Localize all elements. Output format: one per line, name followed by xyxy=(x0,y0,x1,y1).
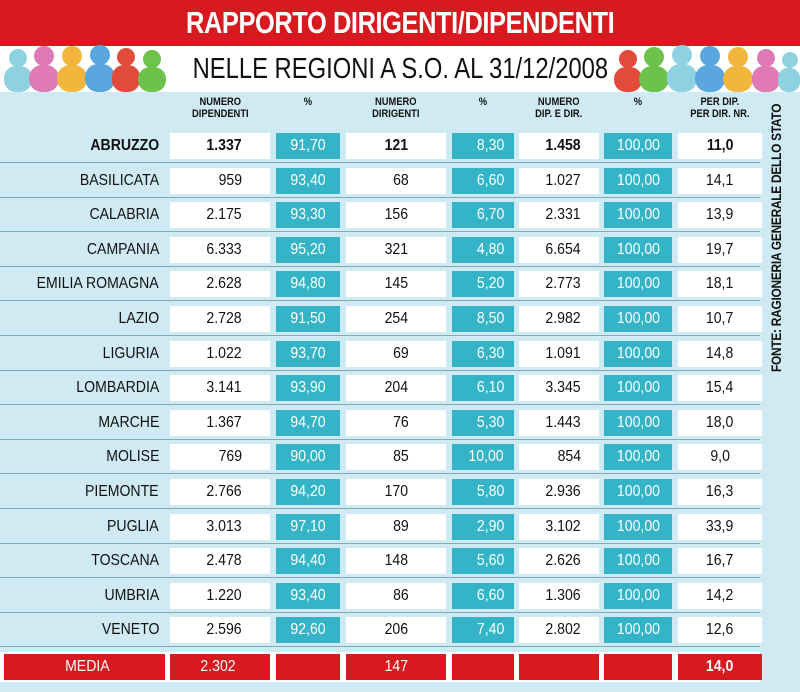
cell-dipendenti: 2.175 xyxy=(170,202,270,228)
cell-totale: 2.773 xyxy=(519,271,599,297)
table-row xyxy=(0,617,760,643)
cell-pct-totale: 100,00 xyxy=(604,168,672,194)
cell-dirigenti: 86 xyxy=(346,583,446,609)
cell-region: LAZIO xyxy=(118,310,159,327)
cell-region: PIEMONTE xyxy=(85,483,159,500)
cell-totale: 3.102 xyxy=(519,514,599,540)
cell-pct-totale: 100,00 xyxy=(604,444,672,470)
row-divider xyxy=(0,577,760,578)
cell-dirigenti: 254 xyxy=(346,306,446,332)
media-pct-totale xyxy=(604,654,672,680)
media-dirigenti: 147 xyxy=(346,654,446,680)
page-title: RAPPORTO DIRIGENTI/DIPENDENTI xyxy=(185,5,615,40)
table-row xyxy=(0,202,760,228)
cell-pct-dipendenti: 93,90 xyxy=(276,375,340,401)
cell-rapporto: 18,0 xyxy=(678,410,762,436)
cell-region: UMBRIA xyxy=(104,587,159,604)
row-divider xyxy=(0,646,760,647)
cell-dipendenti: 1.367 xyxy=(170,410,270,436)
cell-dipendenti: 2.728 xyxy=(170,306,270,332)
cell-pct-totale: 100,00 xyxy=(604,202,672,228)
cell-dirigenti: 148 xyxy=(346,548,446,574)
cell-pct-dipendenti: 93,40 xyxy=(276,168,340,194)
header-dirigenti: NUMERO DIRIGENTI xyxy=(372,96,420,120)
cell-rapporto: 16,7 xyxy=(678,548,762,574)
cell-pct-dirigenti: 5,80 xyxy=(452,479,514,505)
cell-rapporto: 14,8 xyxy=(678,341,762,367)
cell-pct-dipendenti: 93,40 xyxy=(276,583,340,609)
cell-rapporto: 18,1 xyxy=(678,271,762,297)
row-divider xyxy=(0,335,760,336)
cell-pct-dirigenti: 6,70 xyxy=(452,202,514,228)
cell-totale: 2.331 xyxy=(519,202,599,228)
cell-pct-dipendenti: 92,60 xyxy=(276,617,340,643)
source-note: FONTE: RAGIONERIA GENERALE DELLO STATO xyxy=(768,103,784,372)
cell-region: PUGLIA xyxy=(107,518,159,535)
cell-dirigenti: 121 xyxy=(346,133,446,159)
cell-pct-dipendenti: 94,20 xyxy=(276,479,340,505)
cell-pct-dipendenti: 94,70 xyxy=(276,410,340,436)
header-pct-dipendenti: % xyxy=(303,96,313,108)
header-pct-totale: % xyxy=(633,96,643,108)
table-row xyxy=(0,410,760,436)
table-row xyxy=(0,444,760,470)
cell-dirigenti: 170 xyxy=(346,479,446,505)
subtitle-text: NELLE REGIONI A S.O. AL 31/12/2008 xyxy=(192,52,608,85)
row-divider xyxy=(0,439,760,440)
cell-dipendenti: 959 xyxy=(170,168,270,194)
cell-dirigenti: 68 xyxy=(346,168,446,194)
cell-dipendenti: 1.337 xyxy=(170,133,270,159)
media-label: MEDIA xyxy=(4,654,165,680)
cell-totale: 854 xyxy=(519,444,599,470)
table-row xyxy=(0,271,760,297)
cell-pct-dirigenti: 10,00 xyxy=(452,444,514,470)
table-row xyxy=(0,341,760,367)
cell-region: MOLISE xyxy=(105,448,159,465)
cell-pct-dirigenti: 6,10 xyxy=(452,375,514,401)
table-row xyxy=(0,237,760,263)
cell-pct-totale: 100,00 xyxy=(604,306,672,332)
cell-pct-totale: 100,00 xyxy=(604,133,672,159)
media-totale xyxy=(519,654,599,680)
cell-totale: 2.982 xyxy=(519,306,599,332)
cell-totale: 1.091 xyxy=(519,341,599,367)
media-pct-dipendenti xyxy=(276,654,340,680)
table-row xyxy=(0,133,760,159)
cell-rapporto: 13,9 xyxy=(678,202,762,228)
cell-rapporto: 19,7 xyxy=(678,237,762,263)
cell-pct-dirigenti: 6,60 xyxy=(452,583,514,609)
cell-pct-dipendenti: 94,40 xyxy=(276,548,340,574)
cell-dirigenti: 85 xyxy=(346,444,446,470)
table-header xyxy=(0,96,800,134)
row-divider xyxy=(0,404,760,405)
cell-rapporto: 15,4 xyxy=(678,375,762,401)
cell-pct-dirigenti: 5,30 xyxy=(452,410,514,436)
cell-pct-dirigenti: 4,80 xyxy=(452,237,514,263)
cell-dipendenti: 1.022 xyxy=(170,341,270,367)
row-divider xyxy=(0,266,760,267)
cell-pct-totale: 100,00 xyxy=(604,583,672,609)
cell-rapporto: 10,7 xyxy=(678,306,762,332)
media-rapporto: 14,0 xyxy=(678,654,762,680)
cell-region: EMILIA ROMAGNA xyxy=(36,275,159,292)
header-pct-dirigenti: % xyxy=(478,96,488,108)
cell-rapporto: 14,1 xyxy=(678,168,762,194)
cell-rapporto: 9,0 xyxy=(678,444,762,470)
cell-pct-totale: 100,00 xyxy=(604,410,672,436)
cell-rapporto: 16,3 xyxy=(678,479,762,505)
cell-pct-totale: 100,00 xyxy=(604,375,672,401)
cell-pct-dipendenti: 91,70 xyxy=(276,133,340,159)
media-dipendenti: 2.302 xyxy=(170,654,270,680)
cell-rapporto: 12,6 xyxy=(678,617,762,643)
cell-dirigenti: 145 xyxy=(346,271,446,297)
cell-region: BASILICATA xyxy=(79,172,159,189)
row-divider xyxy=(0,473,760,474)
row-divider xyxy=(0,370,760,371)
row-divider xyxy=(0,300,760,301)
cell-region: VENETO xyxy=(101,621,159,638)
cell-pct-totale: 100,00 xyxy=(604,237,672,263)
table-row xyxy=(0,168,760,194)
cell-totale: 1.443 xyxy=(519,410,599,436)
cell-pct-dirigenti: 6,60 xyxy=(452,168,514,194)
cell-dipendenti: 2.766 xyxy=(170,479,270,505)
cell-region: CAMPANIA xyxy=(86,241,159,258)
cell-dipendenti: 769 xyxy=(170,444,270,470)
cell-pct-totale: 100,00 xyxy=(604,617,672,643)
cell-rapporto: 33,9 xyxy=(678,514,762,540)
cell-pct-totale: 100,00 xyxy=(604,548,672,574)
cell-pct-dirigenti: 8,50 xyxy=(452,306,514,332)
cell-dipendenti: 3.013 xyxy=(170,514,270,540)
cell-pct-dirigenti: 2,90 xyxy=(452,514,514,540)
table-row xyxy=(0,548,760,574)
cell-dirigenti: 321 xyxy=(346,237,446,263)
cell-region: CALABRIA xyxy=(89,206,159,223)
cell-pct-totale: 100,00 xyxy=(604,479,672,505)
cell-dipendenti: 3.141 xyxy=(170,375,270,401)
cell-pct-dipendenti: 90,00 xyxy=(276,444,340,470)
cell-pct-dirigenti: 8,30 xyxy=(452,133,514,159)
cell-dirigenti: 69 xyxy=(346,341,446,367)
header-totale: NUMERO DIP. E DIR. xyxy=(535,96,583,120)
cell-dirigenti: 76 xyxy=(346,410,446,436)
cell-dipendenti: 1.220 xyxy=(170,583,270,609)
cell-dipendenti: 2.596 xyxy=(170,617,270,643)
cell-totale: 1.458 xyxy=(519,133,599,159)
cell-pct-dirigenti: 5,20 xyxy=(452,271,514,297)
header-rapporto: PER DIP. PER DIR. NR. xyxy=(690,96,750,120)
cell-pct-dipendenti: 91,50 xyxy=(276,306,340,332)
cell-dipendenti: 2.628 xyxy=(170,271,270,297)
cell-totale: 3.345 xyxy=(519,375,599,401)
cell-region: TOSCANA xyxy=(91,552,159,569)
row-divider xyxy=(0,162,760,163)
cell-totale: 2.936 xyxy=(519,479,599,505)
table-row xyxy=(0,514,760,540)
cell-pct-dirigenti: 6,30 xyxy=(452,341,514,367)
cell-pct-dirigenti: 7,40 xyxy=(452,617,514,643)
cell-dirigenti: 89 xyxy=(346,514,446,540)
cell-dirigenti: 206 xyxy=(346,617,446,643)
header-dipendenti: NUMERO DIPENDENTI xyxy=(191,96,249,120)
cell-dipendenti: 2.478 xyxy=(170,548,270,574)
cell-totale: 6.654 xyxy=(519,237,599,263)
table-row xyxy=(0,583,760,609)
table-row xyxy=(0,479,760,505)
cell-region: ABRUZZO xyxy=(90,137,159,154)
cell-pct-dipendenti: 95,20 xyxy=(276,237,340,263)
cell-pct-totale: 100,00 xyxy=(604,271,672,297)
cell-dirigenti: 156 xyxy=(346,202,446,228)
row-divider xyxy=(0,231,760,232)
title-bar xyxy=(0,0,800,46)
cell-region: LOMBARDIA xyxy=(76,379,159,396)
row-divider xyxy=(0,508,760,509)
cell-dirigenti: 204 xyxy=(346,375,446,401)
table-row xyxy=(0,306,760,332)
cell-totale: 2.626 xyxy=(519,548,599,574)
cell-dipendenti: 6.333 xyxy=(170,237,270,263)
table-row xyxy=(0,375,760,401)
subtitle xyxy=(0,46,800,92)
cell-totale: 2.802 xyxy=(519,617,599,643)
row-divider xyxy=(0,612,760,613)
cell-pct-dipendenti: 97,10 xyxy=(276,514,340,540)
cell-pct-dipendenti: 93,30 xyxy=(276,202,340,228)
row-divider xyxy=(0,543,760,544)
cell-rapporto: 11,0 xyxy=(678,133,762,159)
cell-region: MARCHE xyxy=(97,414,159,431)
cell-pct-dipendenti: 94,80 xyxy=(276,271,340,297)
cell-totale: 1.306 xyxy=(519,583,599,609)
cell-region: LIGURIA xyxy=(102,345,159,362)
cell-pct-totale: 100,00 xyxy=(604,341,672,367)
cell-rapporto: 14,2 xyxy=(678,583,762,609)
media-pct-dirigenti xyxy=(452,654,514,680)
cell-totale: 1.027 xyxy=(519,168,599,194)
cell-pct-totale: 100,00 xyxy=(604,514,672,540)
cell-pct-dipendenti: 93,70 xyxy=(276,341,340,367)
cell-pct-dirigenti: 5,60 xyxy=(452,548,514,574)
row-divider xyxy=(0,197,760,198)
media-row xyxy=(0,654,760,680)
